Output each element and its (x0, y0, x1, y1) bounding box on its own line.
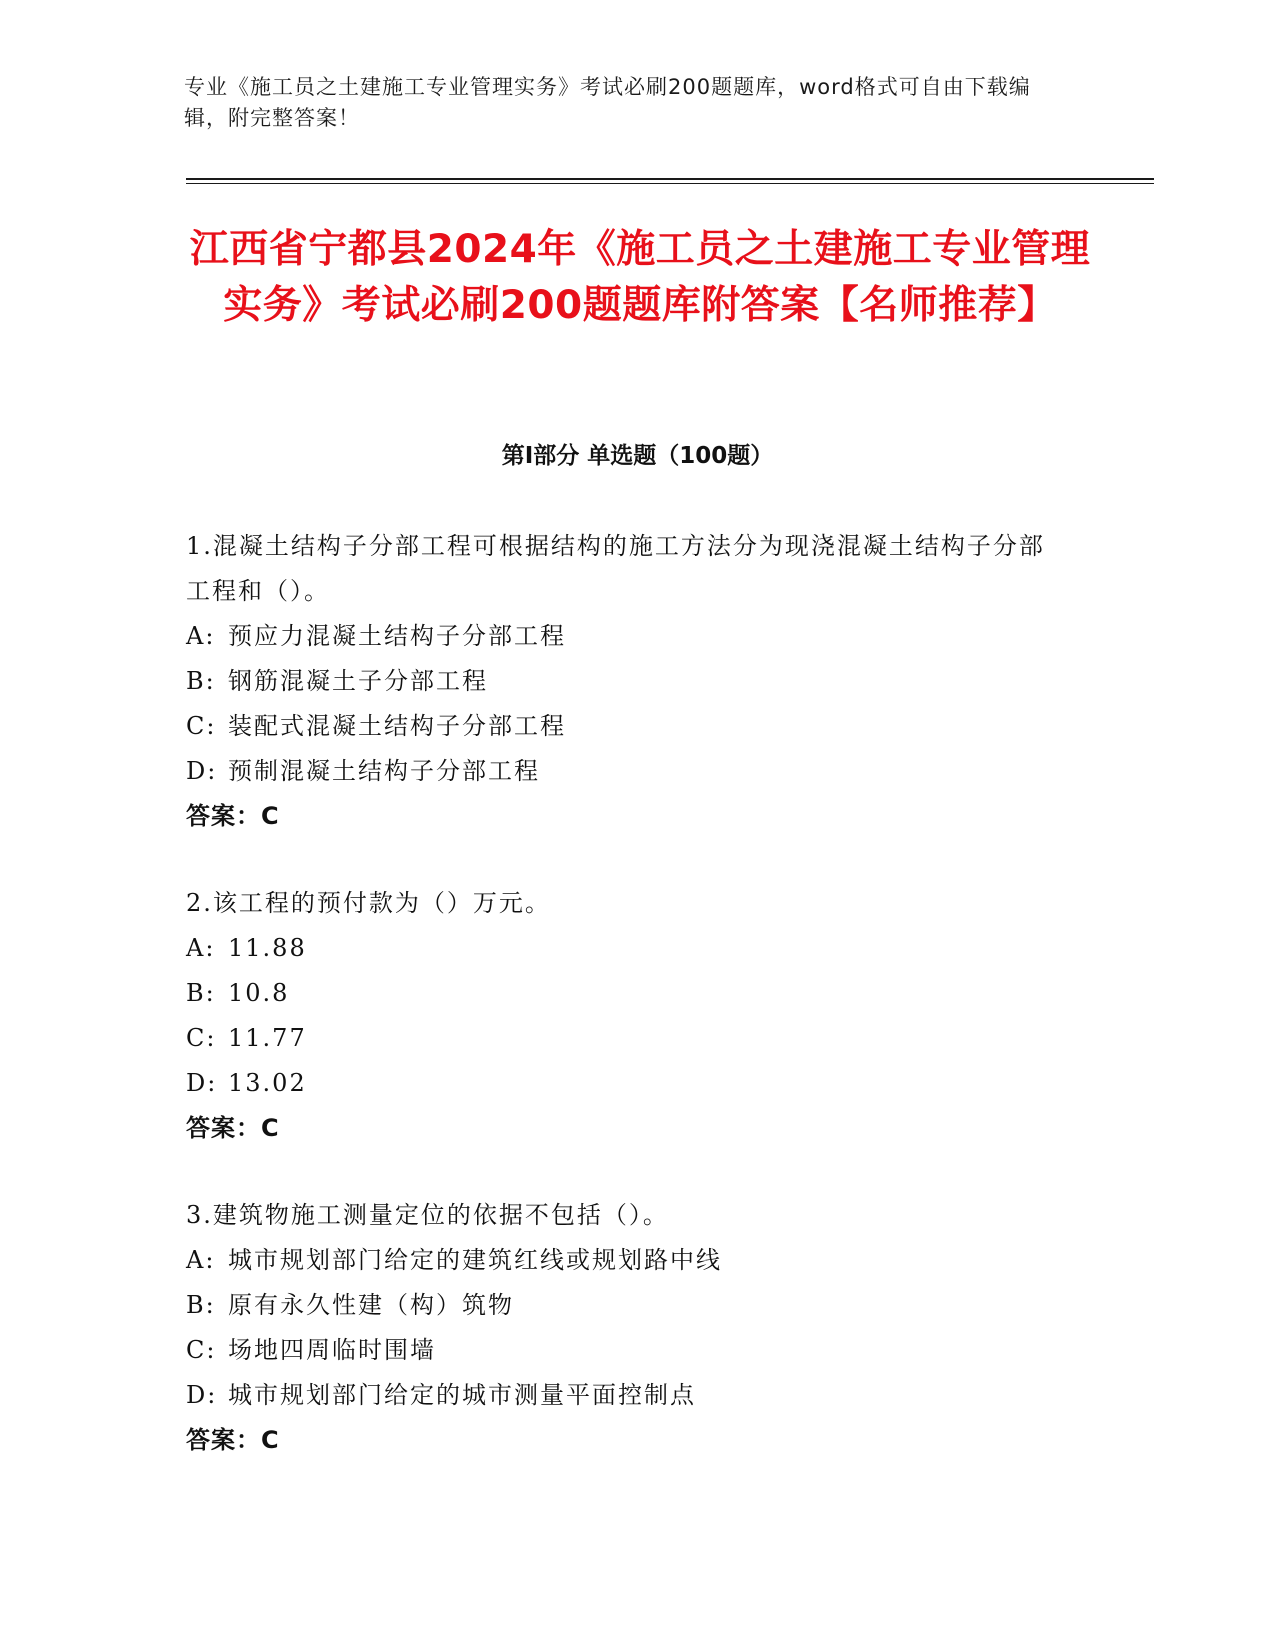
question-stem: 1.混凝土结构子分部工程可根据结构的施工方法分为现浇混凝土结构子分部工程和（）。 (186, 532, 1045, 605)
option-c (186, 704, 1066, 749)
option-letter: A: (186, 934, 216, 962)
option-text: 城市规划部门给定的城市测量平面控制点 (228, 1381, 696, 1409)
option-letter: C: (186, 1336, 217, 1364)
option-b (186, 1283, 1066, 1328)
option-letter: B: (186, 1291, 216, 1319)
option-letter: A: (186, 1246, 216, 1274)
section-heading: 第Ⅰ部分 单选题（100题） (501, 443, 774, 469)
option-b (186, 659, 1066, 704)
question-2 (186, 881, 1066, 1151)
option-c (186, 1328, 1066, 1373)
option-text: 预制混凝土结构子分部工程 (228, 757, 540, 785)
option-c (186, 1016, 1066, 1061)
option-text: 城市规划部门给定的建筑红线或规划路中线 (228, 1246, 722, 1274)
option-d (186, 749, 1066, 794)
answer-line: 答案：C (186, 1426, 280, 1454)
option-a (186, 1238, 1066, 1283)
option-text: 11.88 (228, 934, 307, 962)
option-letter: B: (186, 979, 216, 1007)
option-d (186, 1061, 1066, 1106)
option-a (186, 926, 1066, 971)
option-text: 预应力混凝土结构子分部工程 (228, 622, 566, 650)
option-letter: B: (186, 667, 216, 695)
question-stem: 3.建筑物施工测量定位的依据不包括（）。 (186, 1201, 669, 1229)
answer-line: 答案：C (186, 1114, 280, 1142)
option-a (186, 614, 1066, 659)
option-text: 场地四周临时围墙 (228, 1336, 436, 1364)
option-letter: D: (186, 757, 218, 785)
option-letter: C: (186, 1024, 217, 1052)
option-d (186, 1373, 1066, 1418)
option-text: 装配式混凝土结构子分部工程 (228, 712, 566, 740)
question-3 (186, 1193, 1066, 1463)
option-letter: D: (186, 1069, 218, 1097)
option-b (186, 971, 1066, 1016)
answer-line: 答案：C (186, 802, 280, 830)
question-1 (186, 524, 1066, 839)
question-stem: 2.该工程的预付款为（）万元。 (186, 889, 551, 917)
option-text: 10.8 (228, 979, 290, 1007)
option-text: 13.02 (228, 1069, 307, 1097)
header-note: 专业《施工员之土建施工专业管理实务》考试必刷200题题库，word格式可自由下载编辑，附完整答案！ (184, 75, 1031, 130)
question-list (186, 528, 1066, 1509)
header-rule-thick (186, 178, 1154, 180)
option-letter: D: (186, 1381, 218, 1409)
option-text: 原有永久性建（构）筑物 (228, 1291, 514, 1319)
header-rule-thin (186, 183, 1154, 184)
option-text: 11.77 (228, 1024, 307, 1052)
option-letter: C: (186, 712, 217, 740)
document-title: 江西省宁都县2024年《施工员之土建施工专业管理实务》考试必刷200题题库附答案【名师推荐】 (189, 227, 1091, 328)
option-text: 钢筋混凝土子分部工程 (228, 667, 488, 695)
option-letter: A: (186, 622, 216, 650)
